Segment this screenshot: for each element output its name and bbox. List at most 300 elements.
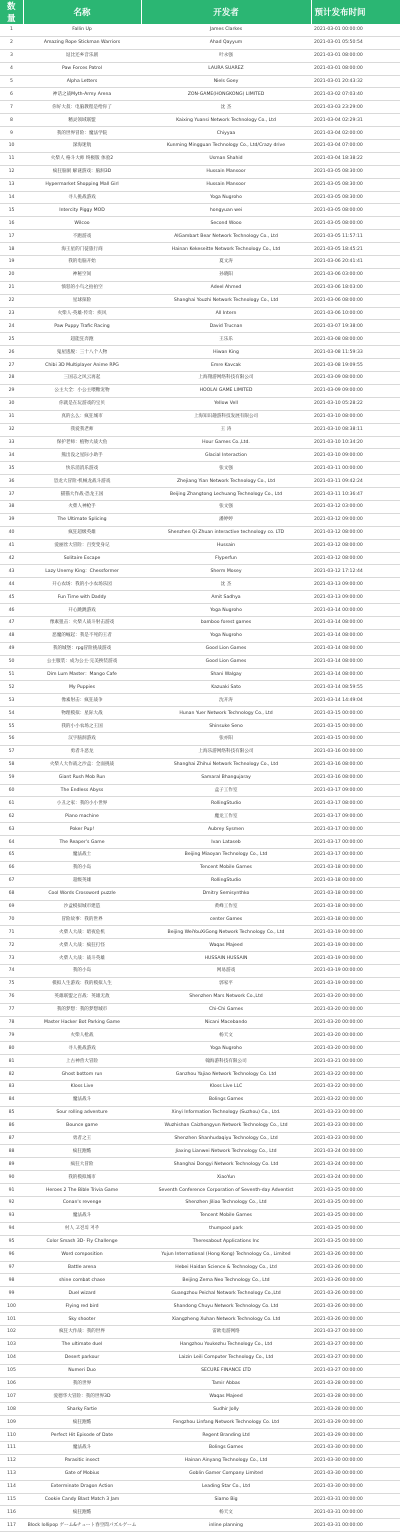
release-date: 2021-03-28 00:00:00 xyxy=(311,1377,400,1390)
release-date: 2021-03-05 08:30:00 xyxy=(311,191,400,204)
table-row xyxy=(0,990,400,1003)
row-number: 78 xyxy=(0,1016,23,1029)
developer-name: 张文强 xyxy=(141,500,311,513)
table-row xyxy=(0,307,400,320)
developer-name: Kloss Live LLC xyxy=(141,1081,311,1094)
row-number: 33 xyxy=(0,436,23,449)
developer-name: Bolings Games xyxy=(141,1093,311,1106)
row-number: 34 xyxy=(0,449,23,462)
game-name: 魔法战士 xyxy=(23,849,141,862)
release-date: 2021-03-10 05:28:22 xyxy=(311,397,400,410)
developer-name: Fengzhou Linfang Network Technology Co. Ltd xyxy=(141,1416,311,1429)
developer-name: Yellow Vell xyxy=(141,397,311,410)
developer-name: Shenzhen Mars Network Co.,Ltd xyxy=(141,990,311,1003)
table-row xyxy=(0,1016,400,1029)
row-number: 87 xyxy=(0,1132,23,1145)
release-date: 2021-03-05 11:57:11 xyxy=(311,230,400,243)
release-date: 2021-03-26 00:00:00 xyxy=(311,1287,400,1300)
release-date: 2021-03-04 07:00:00 xyxy=(311,140,400,153)
row-number: 60 xyxy=(0,784,23,797)
game-name: 勇者斗恶龙 xyxy=(23,745,141,758)
developer-name: 沈 杰 xyxy=(141,101,311,114)
game-name: Chibi 3D Multiplayer Anime RPG xyxy=(23,359,141,372)
row-number: 49 xyxy=(0,642,23,655)
release-date: 2021-03-09 09:00:00 xyxy=(311,384,400,397)
release-date: 2021-03-09 08:00:00 xyxy=(311,372,400,385)
release-date: 2021-03-27 00:00:00 xyxy=(311,1325,400,1338)
table-row xyxy=(0,668,400,681)
release-date: 2021-03-25 00:00:00 xyxy=(311,1209,400,1222)
release-date: 2021-03-23 00:00:00 xyxy=(311,1106,400,1119)
table-row xyxy=(0,1132,400,1145)
table-row xyxy=(0,655,400,668)
game-name: Paw Puppy Trafic Racing xyxy=(23,320,141,333)
row-number: 27 xyxy=(0,359,23,372)
table-row xyxy=(0,591,400,604)
row-number: 75 xyxy=(0,977,23,990)
release-date: 2021-03-08 08:00:00 xyxy=(311,333,400,346)
row-number: 17 xyxy=(0,230,23,243)
release-date: 2021-03-21 00:00:00 xyxy=(311,1055,400,1068)
developer-name: Samaral Bhangujaray xyxy=(141,771,311,784)
release-date: 2021-03-10 08:00:00 xyxy=(311,410,400,423)
table-row xyxy=(0,127,400,140)
header-row xyxy=(0,0,400,24)
game-name: 火柴人大战：暗夜危机 xyxy=(23,926,141,939)
developer-name: Hussain Mansoor xyxy=(141,165,311,178)
row-number: 90 xyxy=(0,1171,23,1184)
release-date: 2021-03-24 00:00:00 xyxy=(311,1145,400,1158)
release-date: 2021-03-17 00:00:00 xyxy=(311,836,400,849)
row-number: 20 xyxy=(0,268,23,281)
row-number: 117 xyxy=(0,1519,23,1532)
row-number: 2 xyxy=(0,36,23,49)
release-date: 2021-03-01 08:00:00 xyxy=(311,62,400,75)
row-number: 51 xyxy=(0,668,23,681)
table-row xyxy=(0,359,400,372)
developer-name: David Trucnan xyxy=(141,320,311,333)
game-name: Exterminate Dragon Action xyxy=(23,1480,141,1493)
developer-name: Xiangzheng Xuhan Network Technology Co. Ltd xyxy=(141,1313,311,1326)
row-number: 96 xyxy=(0,1248,23,1261)
developer-name: 黄峰工作室 xyxy=(141,900,311,913)
game-name: 魔法战斗 xyxy=(23,1441,141,1454)
table-row xyxy=(0,552,400,565)
developer-name: 杨天文 xyxy=(141,1029,311,1042)
release-date: 2021-03-13 09:00:00 xyxy=(311,578,400,591)
developer-name: bamboo forest games xyxy=(141,616,311,629)
row-number: 104 xyxy=(0,1351,23,1364)
release-date: 2021-03-18 00:00:00 xyxy=(311,861,400,874)
release-date: 2021-03-14 08:00:00 xyxy=(311,668,400,681)
developer-name: 张文强 xyxy=(141,462,311,475)
developer-name: Shenzhen Qi Zhuan interactive technology co. LTD xyxy=(141,526,311,539)
table-row xyxy=(0,1506,400,1519)
table-row xyxy=(0,1300,400,1313)
release-date: 2021-03-04 02:29:31 xyxy=(311,114,400,127)
game-name: Flying red bird xyxy=(23,1300,141,1313)
game-name: Giant Rush Mob Run xyxy=(23,771,141,784)
table-row xyxy=(0,642,400,655)
release-date: 2021-03-26 00:00:00 xyxy=(311,1313,400,1326)
developer-name: 杨天文 xyxy=(141,1506,311,1519)
release-date: 2021-03-23 00:00:00 xyxy=(311,1132,400,1145)
table-row xyxy=(0,513,400,526)
table-row xyxy=(0,887,400,900)
game-name: 爱丽丝大冒险：百变变身记 xyxy=(23,539,141,552)
game-name: The Reaper's Game xyxy=(23,836,141,849)
release-date: 2021-03-22 00:00:00 xyxy=(311,1093,400,1106)
game-name: 我的小岛 xyxy=(23,965,141,978)
table-header xyxy=(0,0,400,24)
game-name: 我的世界冒险：魔法学院 xyxy=(23,127,141,140)
developer-name: Jiaxing Lianwei Network Technology Co., Ltd xyxy=(141,1145,311,1158)
table-row xyxy=(0,449,400,462)
release-date: 2021-03-05 08:30:00 xyxy=(311,165,400,178)
game-name: 像素狙击：火柴人战斗射击游戏 xyxy=(23,616,141,629)
row-number: 91 xyxy=(0,1184,23,1197)
developer-name: Shanghai Dongyi Network Technology Co. Ltd xyxy=(141,1158,311,1171)
developer-name: Waqas Majeed xyxy=(141,939,311,952)
game-name: 上古神兽大冒险 xyxy=(23,1055,141,1068)
release-date: 2021-03-19 00:00:00 xyxy=(311,965,400,978)
table-row xyxy=(0,681,400,694)
table-row xyxy=(0,101,400,114)
release-date: 2021-03-06 20:41:41 xyxy=(311,256,400,269)
game-name: Color Smash 3D- Fly Challenge xyxy=(23,1235,141,1248)
game-name: 愤怒的小鸟之拍拍空 xyxy=(23,281,141,294)
game-name: 魔法战斗 xyxy=(23,1209,141,1222)
row-number: 115 xyxy=(0,1493,23,1506)
release-date: 2021-03-20 00:00:00 xyxy=(311,990,400,1003)
game-name: Poker Pup! xyxy=(23,823,141,836)
release-date: 2021-03-19 00:00:00 xyxy=(311,939,400,952)
table-row xyxy=(0,836,400,849)
developer-name: 雷欧电游网络 xyxy=(141,1325,311,1338)
table-row xyxy=(0,384,400,397)
game-name: 我的城堡：rpg冒险挑战游戏 xyxy=(23,642,141,655)
release-date: 2021-03-30 00:00:00 xyxy=(311,1441,400,1454)
table-row xyxy=(0,1313,400,1326)
release-date: 2021-03-24 00:00:00 xyxy=(311,1171,400,1184)
release-date: 2021-03-25 00:00:00 xyxy=(311,1184,400,1197)
row-number: 15 xyxy=(0,204,23,217)
row-number: 11 xyxy=(0,152,23,165)
table-row xyxy=(0,1248,400,1261)
row-number: 59 xyxy=(0,771,23,784)
developer-name: Waqas Majeed xyxy=(141,1390,311,1403)
game-name: Conan's revenge xyxy=(23,1197,141,1210)
row-number: 81 xyxy=(0,1055,23,1068)
row-number: 23 xyxy=(0,307,23,320)
release-date: 2021-03-06 10:00:00 xyxy=(311,307,400,320)
developer-name: 上海乐游网络科技有限公司 xyxy=(141,745,311,758)
game-name: 保护老师：植物大战大鱼 xyxy=(23,436,141,449)
table-row xyxy=(0,900,400,913)
row-number: 93 xyxy=(0,1209,23,1222)
row-number: 70 xyxy=(0,913,23,926)
developer-name: 盒子工作室 xyxy=(141,784,311,797)
release-date: 2021-03-29 00:00:00 xyxy=(311,1416,400,1429)
developer-name: Chiyyaa xyxy=(141,127,311,140)
game-name: 火柴人枪战 xyxy=(23,1029,141,1042)
table-row xyxy=(0,268,400,281)
table-row xyxy=(0,114,400,127)
developer-name: Hunan Yuer Network Technology Co., Ltd xyxy=(141,707,311,720)
row-number: 64 xyxy=(0,836,23,849)
header-name: 名称 xyxy=(23,0,141,24)
developer-name: Kaixing Yuansi Network Technology Co., Ltd xyxy=(141,114,311,127)
table-row xyxy=(0,256,400,269)
release-date: 2021-03-12 08:00:00 xyxy=(311,539,400,552)
table-row xyxy=(0,1119,400,1132)
row-number: 84 xyxy=(0,1093,23,1106)
developer-name: 魔龙工作室 xyxy=(141,810,311,823)
developer-name: Tencent Mobile Games xyxy=(141,861,311,874)
developer-name: Beijing Zema Neo Technology Co., Ltd xyxy=(141,1274,311,1287)
release-date: 2021-03-06 03:00:00 xyxy=(311,268,400,281)
table-row xyxy=(0,1029,400,1042)
developer-name: Wuzhishan Caizhongyun Network Technology Co., Ltd xyxy=(141,1119,311,1132)
row-number: 31 xyxy=(0,410,23,423)
table-row xyxy=(0,333,400,346)
developer-name: Kazuaki Sato xyxy=(141,681,311,694)
developer-name: Hainan Kekeseitte Network Technology Co., Ltd xyxy=(141,243,311,256)
developer-name: Hour Games Co.,Ltd. xyxy=(141,436,311,449)
row-number: 7 xyxy=(0,101,23,114)
table-row xyxy=(0,707,400,720)
release-date: 2021-03-06 18:03:00 xyxy=(311,281,400,294)
game-name: 疯狂大冒险 xyxy=(23,1158,141,1171)
row-number: 105 xyxy=(0,1364,23,1377)
release-date: 2021-03-03 23:29:00 xyxy=(311,101,400,114)
table-row xyxy=(0,1287,400,1300)
developer-name: Siamo Big xyxy=(141,1493,311,1506)
game-name: My Puppies xyxy=(23,681,141,694)
release-date: 2021-03-14 08:00:00 xyxy=(311,655,400,668)
developer-name: Tamir Abbas xyxy=(141,1377,311,1390)
table-row xyxy=(0,346,400,359)
table-row xyxy=(0,1145,400,1158)
row-number: 19 xyxy=(0,256,23,269)
game-name: Cool Words Crossword puzzle xyxy=(23,887,141,900)
developer-name: Hiwan King xyxy=(141,346,311,359)
game-name: 模拟人生游戏：我的模拟人生 xyxy=(23,977,141,990)
release-date: 2021-03-15 00:00:00 xyxy=(311,720,400,733)
developer-name: 翰海游科技有限公司 xyxy=(141,1055,311,1068)
developer-name: Regent Branding Ltd xyxy=(141,1429,311,1442)
game-name: 你就是在玩游戏的宝贝 xyxy=(23,397,141,410)
game-name: Bounce game xyxy=(23,1119,141,1132)
release-date: 2021-03-26 00:00:00 xyxy=(311,1261,400,1274)
table-row xyxy=(0,810,400,823)
game-name: Hypermarket Shopping Mall Girl xyxy=(23,178,141,191)
game-name: The Endless Abyss xyxy=(23,784,141,797)
release-date: 2021-03-01 20:43:32 xyxy=(311,75,400,88)
row-number: 106 xyxy=(0,1377,23,1390)
table-row xyxy=(0,965,400,978)
developer-name: All Intern xyxy=(141,307,311,320)
game-name: 疯狂跑酷 xyxy=(23,1416,141,1429)
developer-name: Bolings Games xyxy=(141,1441,311,1454)
table-row xyxy=(0,1338,400,1351)
table-row xyxy=(0,926,400,939)
table-row xyxy=(0,694,400,707)
game-name: 熊出没之星际小助手 xyxy=(23,449,141,462)
developer-name: 潘婷婷 xyxy=(141,513,311,526)
game-name: 海王星的门徒旅行商 xyxy=(23,243,141,256)
row-number: 89 xyxy=(0,1158,23,1171)
release-date: 2021-03-26 00:00:00 xyxy=(311,1274,400,1287)
table-row xyxy=(0,1222,400,1235)
release-date: 2021-03-19 00:00:00 xyxy=(311,977,400,990)
developer-name: Kunming Mingguan Technology Co., Ltd/Crazy drive xyxy=(141,140,311,153)
developer-name: LAURA SUAREZ xyxy=(141,62,311,75)
row-number: 80 xyxy=(0,1042,23,1055)
row-number: 99 xyxy=(0,1287,23,1300)
game-name: 沙盒模拟城市建造 xyxy=(23,900,141,913)
game-name: 神秘空间 xyxy=(23,268,141,281)
row-number: 77 xyxy=(0,1003,23,1016)
release-date: 2021-03-27 00:00:00 xyxy=(311,1364,400,1377)
developer-name: 沈 杰 xyxy=(141,578,311,591)
developer-name: Shenzhen Jiliao Technology Co., Ltd xyxy=(141,1197,311,1210)
row-number: 25 xyxy=(0,333,23,346)
developer-name: Shandong Chuyu Network Technology Co. Ltd xyxy=(141,1300,311,1313)
developer-name: Guangzhou Peichal Network Technology Co.,Ltd xyxy=(141,1287,311,1300)
developer-name: Shani Walgay xyxy=(141,668,311,681)
table-row xyxy=(0,1197,400,1210)
release-date: 2021-03-25 00:00:00 xyxy=(311,1222,400,1235)
developer-name: AlGambart Bear Network Technology Co., Ltd xyxy=(141,230,311,243)
table-row xyxy=(0,49,400,62)
developer-name: Ivan Lataseb xyxy=(141,836,311,849)
row-number: 101 xyxy=(0,1313,23,1326)
release-date: 2021-03-17 09:00:00 xyxy=(311,784,400,797)
release-date: 2021-03-14 00:00:00 xyxy=(311,604,400,617)
game-name: 我的小岛 xyxy=(23,861,141,874)
release-date: 2021-03-07 19:38:00 xyxy=(311,320,400,333)
release-date: 2021-03-22 00:00:00 xyxy=(311,1068,400,1081)
game-name: 小丑之家：我的小小世界 xyxy=(23,797,141,810)
game-name: Master Hacker Bot Parking Game xyxy=(23,1016,141,1029)
game-name: Desert parkour xyxy=(23,1351,141,1364)
developer-name: Nicani Macebando xyxy=(141,1016,311,1029)
game-name: Wilcoo xyxy=(23,217,141,230)
table-row xyxy=(0,475,400,488)
release-date: 2021-03-05 08:30:00 xyxy=(311,178,400,191)
row-number: 102 xyxy=(0,1325,23,1338)
table-row xyxy=(0,1390,400,1403)
developer-name: HOOLAI GAME LIMITED xyxy=(141,384,311,397)
release-date: 2021-03-11 10:36:47 xyxy=(311,488,400,501)
row-number: 57 xyxy=(0,745,23,758)
release-date: 2021-03-10 09:00:00 xyxy=(311,449,400,462)
game-name: Kloss Live xyxy=(23,1081,141,1094)
table-row xyxy=(0,823,400,836)
developer-name: Beijing WeiYouXiGong Network Technology Co., Ltd xyxy=(141,926,311,939)
row-number: 68 xyxy=(0,887,23,900)
developer-name: Hussain Mansoor xyxy=(141,178,311,191)
developer-name: Good Lion Games xyxy=(141,655,311,668)
release-date: 2021-03-31 00:00:00 xyxy=(311,1493,400,1506)
developer-name: Yoga Nugroho xyxy=(141,604,311,617)
game-name: Battle arena xyxy=(23,1261,141,1274)
developer-name: RollingStudio xyxy=(141,874,311,887)
table-row xyxy=(0,217,400,230)
game-name: 恶魔的崛起：我是不死的王者 xyxy=(23,629,141,642)
row-number: 4 xyxy=(0,62,23,75)
row-number: 55 xyxy=(0,720,23,733)
table-row xyxy=(0,977,400,990)
game-name: Sky shooter xyxy=(23,1313,141,1326)
row-number: 48 xyxy=(0,629,23,642)
release-date: 2021-03-18 00:00:00 xyxy=(311,900,400,913)
table-row xyxy=(0,952,400,965)
table-row xyxy=(0,191,400,204)
table-row xyxy=(0,294,400,307)
release-date: 2021-03-12 09:00:00 xyxy=(311,513,400,526)
game-name: Piano machine xyxy=(23,810,141,823)
row-number: 94 xyxy=(0,1222,23,1235)
game-name: 我的电脑开始 xyxy=(23,256,141,269)
developer-name: Niels Goey xyxy=(141,75,311,88)
developer-name: SECURE FINANCE LTD xyxy=(141,1364,311,1377)
game-name: Lazy Unemy King：Chessformer xyxy=(23,565,141,578)
developer-name: RollingStudio xyxy=(141,797,311,810)
game-name: Sour rolling adventure xyxy=(23,1106,141,1119)
table-row xyxy=(0,1235,400,1248)
game-name: Fun Time with Daddy xyxy=(23,591,141,604)
row-number: 46 xyxy=(0,604,23,617)
table-row xyxy=(0,1158,400,1171)
row-number: 108 xyxy=(0,1403,23,1416)
table-row xyxy=(0,462,400,475)
table-row xyxy=(0,1403,400,1416)
table-row xyxy=(0,1042,400,1055)
row-number: 62 xyxy=(0,810,23,823)
row-number: 26 xyxy=(0,346,23,359)
game-name: The ultimate duel xyxy=(23,1338,141,1351)
table-row xyxy=(0,1364,400,1377)
release-date: 2021-03-14 08:00:00 xyxy=(311,629,400,642)
developer-name: Xinyi Information Technology (Suzhou) Co., Ltd. xyxy=(141,1106,311,1119)
row-number: 42 xyxy=(0,552,23,565)
table-row xyxy=(0,1068,400,1081)
table-row xyxy=(0,1441,400,1454)
release-date: 2021-03-23 00:00:00 xyxy=(311,1119,400,1132)
release-date: 2021-03-15 00:00:00 xyxy=(311,707,400,720)
release-date: 2021-03-12 17:12:44 xyxy=(311,565,400,578)
row-number: 109 xyxy=(0,1416,23,1429)
release-date: 2021-03-16 08:00:00 xyxy=(311,758,400,771)
game-name: 快乐消消乐游戏 xyxy=(23,462,141,475)
release-date: 2021-03-05 18:45:21 xyxy=(311,243,400,256)
game-name: 英雄联盟之百战：英雄无敌 xyxy=(23,990,141,1003)
game-name: Ghost bottom run xyxy=(23,1068,141,1081)
game-name: Sharky Fartie xyxy=(23,1403,141,1416)
game-name: 疯狂跑酷 xyxy=(23,1506,141,1519)
developer-name: Hangzhou Youkezhu Technology Co., Ltd xyxy=(141,1338,311,1351)
developer-name: 郭家平 xyxy=(141,977,311,990)
table-row xyxy=(0,1416,400,1429)
developer-name: Beijing Miaoyan Technology Co., Ltd xyxy=(141,849,311,862)
developer-name: Yujun International (Hong Kong) Technology Co., Limited xyxy=(141,1248,311,1261)
table-row xyxy=(0,281,400,294)
row-number: 3 xyxy=(0,49,23,62)
table-row xyxy=(0,410,400,423)
release-date: 2021-03-18 00:00:00 xyxy=(311,874,400,887)
